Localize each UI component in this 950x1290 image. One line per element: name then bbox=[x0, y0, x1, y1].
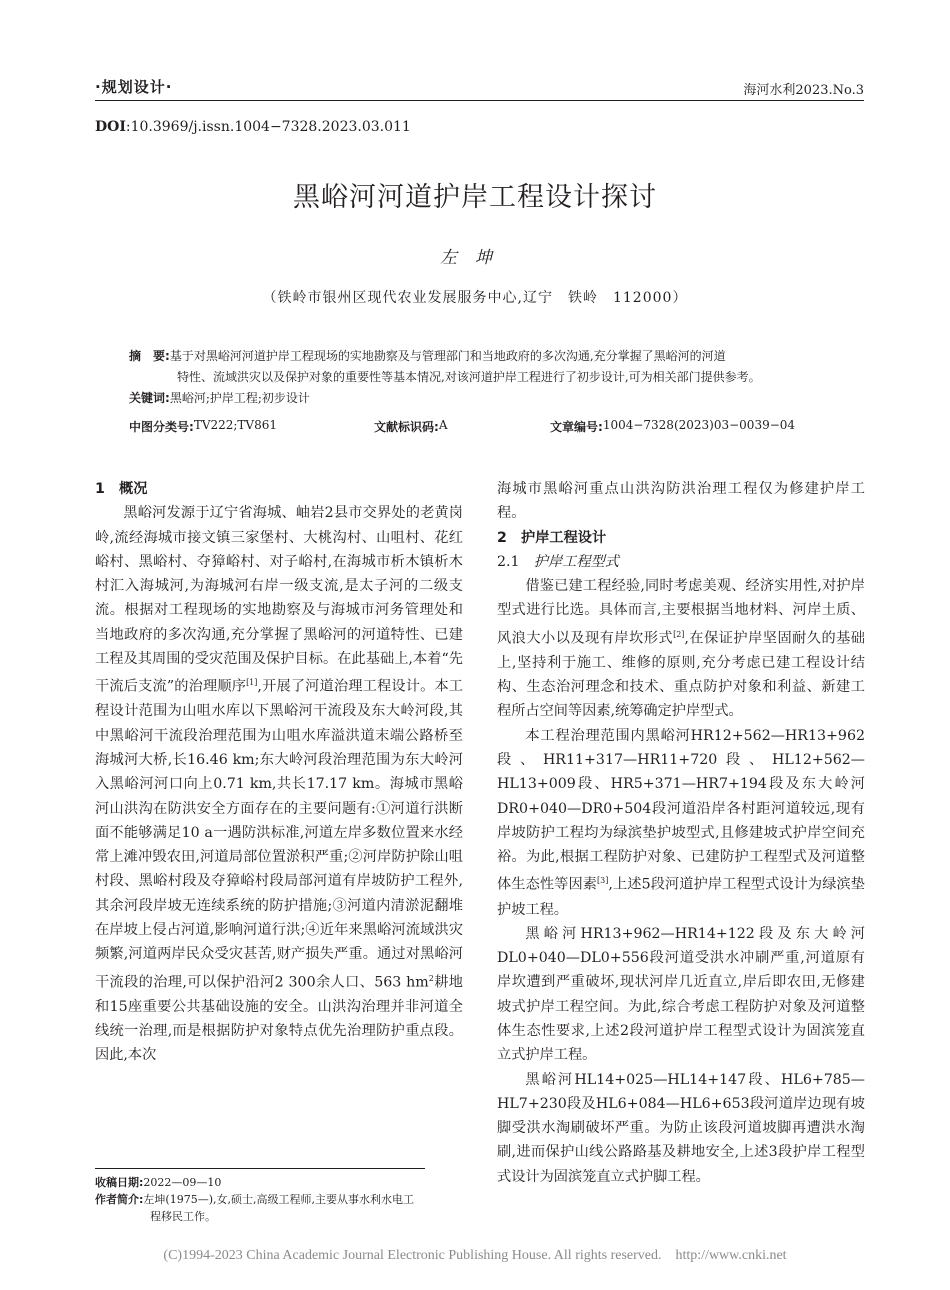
overview-text-b: ,开展了河道治理工程设计。本工程设计范围为山咀水库以下黑峪河干流段及东大岭河段,其中黑峪河干流段治理范围为山咀水库溢洪道末端公路桥至海城河大桥,长16.46 km;东大岭河段治理范围为东大岭河入黑峪河河口向上0.71 km,共长17.17 km。海城市黑峪河山洪沟在防洪安全方面存在的主要问题有:①河道行洪断面不能够满足10 a一遇防洪标准,河道左岸多数位置来水经常上滩冲毁农田,河道局部位置淤积严重;②河岸防护除山咀村段、黑峪村段及夺獐峪村段局部河道有岸坡防护工程外,其余河段岸坡无连续系统的防护措施;③河道内清淤泥翻堆在岸坡上侵占河道,影响河道行洪;④近年来黑峪河流域洪灾频繁,河道两岸民众受灾甚苦,财产损失严重。通过对黑峪河干流段的治理,可以保护沿河2 300余人口、563 hm bbox=[95, 679, 463, 991]
continued-paragraph: 海城市黑峪河重点山洪沟防洪治理工程仅为修建护岸工程。 bbox=[497, 481, 865, 522]
author-bio bbox=[95, 1191, 465, 1208]
keywords-label: 关键词: bbox=[129, 391, 170, 405]
abstract-text-1: 基于对黑峪河河道护岸工程现场的实地勘察及与管理部门和当地政府的多次沟通,充分掌握了黑峪河的河道 bbox=[169, 349, 726, 363]
affiliation: （铁岭市银州区现代农业发展服务中心,辽宁 铁岭 112000） bbox=[262, 290, 688, 306]
abstract-line-1 bbox=[129, 346, 849, 367]
type-paragraph-4: 黑峪河HL14+025—HL14+147段、HL6+785—HL7+230段及HL6+084—HL6+653段河道岸边现有坡脚受洪水淘刷破坏严重。为防止该段河道坡脚再遭洪水淘刷,进而保护山线公路路基及耕地安全,上述3段护岸工程型式设计为固滨笼直立式护脚工程。 bbox=[497, 1071, 865, 1185]
article-no-value: 1004−7328(2023)03−0039−04 bbox=[602, 418, 796, 432]
scope-text-a: 本工程治理范围内黑峪河HR12+562—HR13+962段、HR11+317—HR11+720段、HL12+562—HL13+009段、HR5+371—HR7+194段及东大岭河DR0+040—DR0+504段河道沿岸各村距河道较远,现有岸坡防护工程均为绿滨垫护坡型式,且修建坡式护岸空间充裕。为此,根据工程防护对象、已建防护工程型式及河道整体生态性等因素 bbox=[497, 727, 865, 894]
article-number bbox=[550, 418, 796, 435]
bio-label: 作者简介: bbox=[95, 1193, 144, 1206]
superscript-2: 2 bbox=[428, 973, 434, 983]
doc-code bbox=[374, 418, 448, 435]
overview-text-c: 耕地和15座重要公共基础设施的安全。山洪沟治理并非河道全线统一治理,而是根据防护对象特点优先治理防护重点段。因此,本次 bbox=[95, 974, 463, 1064]
clc-value: TV222;TV861 bbox=[193, 418, 278, 432]
subsection-number: 2.1 bbox=[497, 553, 520, 570]
doc-code-value: A bbox=[438, 418, 448, 432]
bio-text-1: 左坤(1975—),女,硕士,高级工程师,主要从事水利水电工 bbox=[143, 1193, 414, 1206]
paper-title: 黑峪河河道护岸工程设计探讨 bbox=[293, 182, 657, 213]
footnote-divider bbox=[95, 1168, 425, 1169]
ref-3[interactable]: [3] bbox=[597, 876, 609, 886]
subsection-title: 护岸工程型式 bbox=[533, 553, 619, 570]
doi-label: DOI bbox=[95, 119, 126, 135]
type-paragraph-1 bbox=[497, 574, 865, 724]
footnote bbox=[95, 1174, 465, 1225]
abstract-line-2: 特性、流域洪灾以及保护对象的重要性等基本情况,对该河道护岸工程进行了初步设计,可为相关部门提供参考。 bbox=[177, 370, 761, 384]
subsection-heading-2-1 bbox=[497, 550, 865, 574]
copyright-notice: (C)1994-2023 China Academic Journal Electronic Publishing House. All rights reserved. http://www.cnki.net bbox=[163, 1248, 787, 1263]
journal-issue: 海河水利2023.No.3 bbox=[743, 83, 864, 98]
type-paragraph-3: 黑峪河HR13+962—HR14+122段及东大岭河DL0+040—DL0+556段河道受洪水冲刷严重,河道原有岸坎遭到严重破坏,现状河岸几近直立,岸后即农田,无修建坡式护岸工程空间。为此,综合考虑工程防护对象及河道整体生态性要求,上述2段河道护岸工程型式设计为固滨笼直立式护岸工程。 bbox=[497, 925, 865, 1064]
overview-text-a: 黑峪河发源于辽宁省海城、岫岩2县市交界处的老黄岗岭,流经海城市接文镇三家堡村、大桃沟村、山咀村、花红峪村、黑峪村、夺獐峪村、对子峪村,在海城市析木镇析木村汇入海城河,为海城河右岸一级支流,是太子河的二级支流。根据对工程现场的实地勘察及与海城市河务管理处和当地政府的多次沟通,充分掌握了黑峪河的河道特性、已建工程及其周围的受灾范围及保护目标。在此基础上,本着“先干流后支流”的治理顺序 bbox=[95, 505, 463, 696]
keywords-line bbox=[129, 388, 849, 409]
section-heading-2: 2 护岸工程设计 bbox=[497, 529, 607, 546]
author-name: 左坤 bbox=[440, 248, 510, 268]
overview-paragraph bbox=[95, 501, 463, 1067]
received-label: 收稿日期: bbox=[95, 1176, 144, 1189]
type-text-a: 借鉴已建工程经验,同时考虑美观、经济实用性,对护岸型式进行比选。具体而言,主要根据当地材料、河岸土质、风浪大小以及现有岸坎形式 bbox=[497, 578, 865, 647]
section-heading-1: 1 概况 bbox=[95, 481, 148, 497]
scope-text-b: ,上述5段河道护岸工程型式设计为绿滨垫护坡工程。 bbox=[497, 877, 865, 918]
ref-1[interactable]: [1] bbox=[246, 678, 258, 688]
ref-2[interactable]: [2] bbox=[673, 629, 685, 639]
header-divider bbox=[95, 100, 864, 101]
clc-label: 中图分类号: bbox=[129, 420, 194, 434]
keywords: 黑峪河;护岸工程;初步设计 bbox=[169, 391, 310, 405]
received-date bbox=[95, 1174, 465, 1191]
article-no-label: 文章编号: bbox=[550, 420, 603, 434]
abstract-label: 摘 要: bbox=[129, 349, 170, 363]
doc-code-label: 文献标识码: bbox=[374, 420, 439, 434]
abstract-block bbox=[129, 346, 849, 409]
type-paragraph-2 bbox=[497, 724, 865, 922]
received-value: 2022—09—10 bbox=[143, 1176, 222, 1189]
left-column bbox=[95, 477, 463, 1068]
doi-value[interactable]: :10.3969/j.issn.1004−7328.2023.03.011 bbox=[125, 119, 411, 135]
bio-text-2: 程移民工作。 bbox=[150, 1210, 216, 1223]
clc-code bbox=[129, 418, 278, 435]
section-label: ·规划设计· bbox=[95, 78, 173, 96]
doi-line bbox=[95, 119, 411, 135]
type-text-b: ,在保证护岸坚固耐久的基础上,坚持利于施工、维修的原则,充分考虑已建工程设计结构、生态治河理念和技术、重点防护对象和利益、新建工程所占空间等因素,统筹确定护岸型式。 bbox=[497, 630, 865, 720]
right-column bbox=[497, 477, 865, 1189]
